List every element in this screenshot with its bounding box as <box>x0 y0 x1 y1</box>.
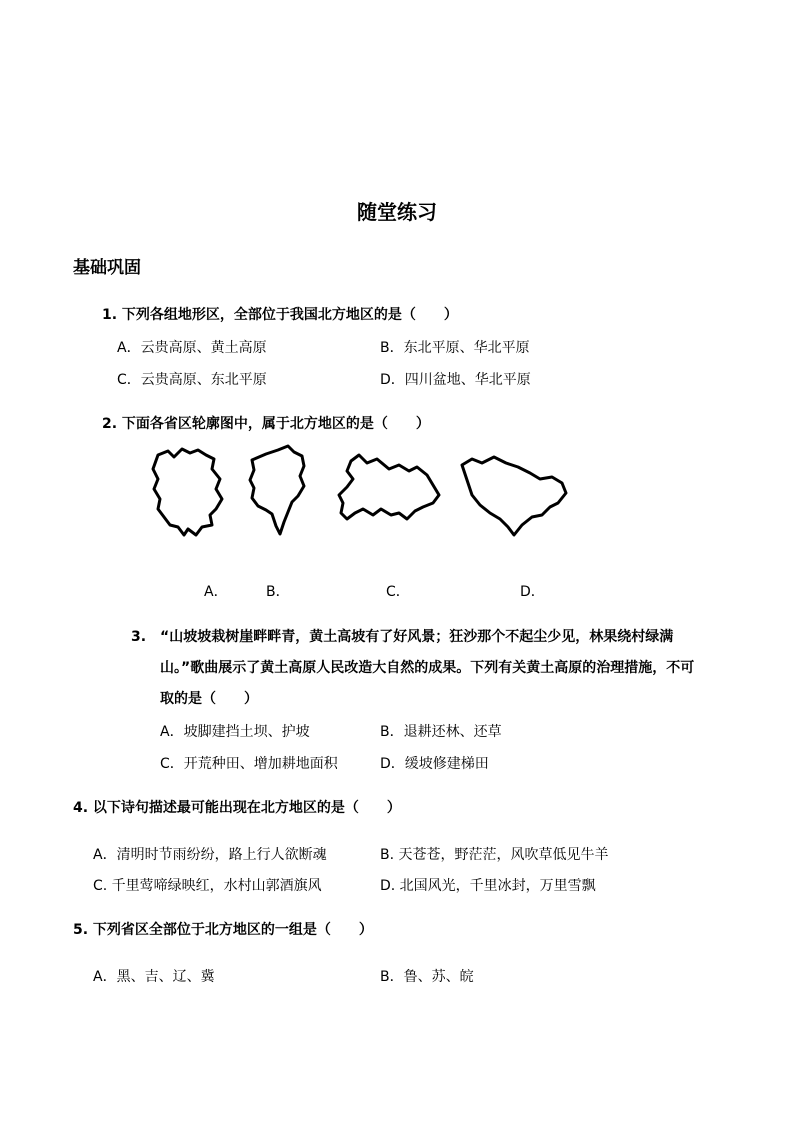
section-heading: 基础巩固 <box>73 258 141 278</box>
question-4-option-c: C. 千里莺啼绿映红，水村山郭酒旗风 <box>93 878 322 894</box>
page-title: 随堂练习 <box>357 200 437 224</box>
question-1-option-c: C．云贵高原、东北平原 <box>117 372 267 388</box>
question-3-option-b: B．退耕还林、还草 <box>380 724 502 740</box>
question-4-option-a: A．清明时节雨纷纷，路上行人欲断魂 <box>93 847 327 863</box>
question-4-option-d: D. 北国风光，千里冰封，万里雪飘 <box>380 878 596 894</box>
question-4-option-b: B. 天苍苍，野茫茫，风吹草低见牛羊 <box>380 847 609 863</box>
question-3-option-a: A．坡脚建挡土坝、护坡 <box>160 724 310 740</box>
province-outline-a <box>150 447 225 537</box>
question-1-stem: 1. 下列各组地形区，全部位于我国北方地区的是（ ） <box>102 307 458 323</box>
question-2-option-c: C． <box>386 584 410 600</box>
question-5-option-a: A．黑、吉、辽、冀 <box>93 969 215 985</box>
question-3-option-d: D．缓坡修建梯田 <box>380 756 489 772</box>
question-3-option-c: C．开荒种田、增加耕地面积 <box>160 756 338 772</box>
question-3-stem-line-2: 山。”歌曲展示了黄土高原人民改造大自然的成果。下列有关黄土高原的治理措施，不可 <box>160 660 695 676</box>
question-2-option-a: A． <box>204 584 228 600</box>
question-5-stem: 5. 下列省区全部位于北方地区的一组是（ ） <box>73 922 373 938</box>
province-outline-c <box>337 453 442 525</box>
question-4-stem: 4. 以下诗句描述最可能出现在北方地区的是（ ） <box>73 800 401 816</box>
question-3-stem-line-1: 3. “山坡坡栽树崖畔畔青，黄土高坡有了好风景；狂沙那个不起尘少见，林果绕村绿满 <box>131 629 674 645</box>
question-1-option-a: A．云贵高原、黄土高原 <box>117 340 267 356</box>
question-2-option-b: B． <box>266 584 290 600</box>
question-3-stem-line-3: 取的是（ ） <box>160 691 258 707</box>
province-outline-b <box>248 444 310 536</box>
question-5-option-b: B．鲁、苏、皖 <box>380 969 474 985</box>
province-outline-d <box>458 455 568 537</box>
question-2-stem: 2. 下面各省区轮廓图中，属于北方地区的是（ ） <box>102 416 430 432</box>
question-2-option-d: D． <box>520 584 545 600</box>
question-1-option-b: B．东北平原、华北平原 <box>380 340 530 356</box>
question-1-option-d: D．四川盆地、华北平原 <box>380 372 531 388</box>
